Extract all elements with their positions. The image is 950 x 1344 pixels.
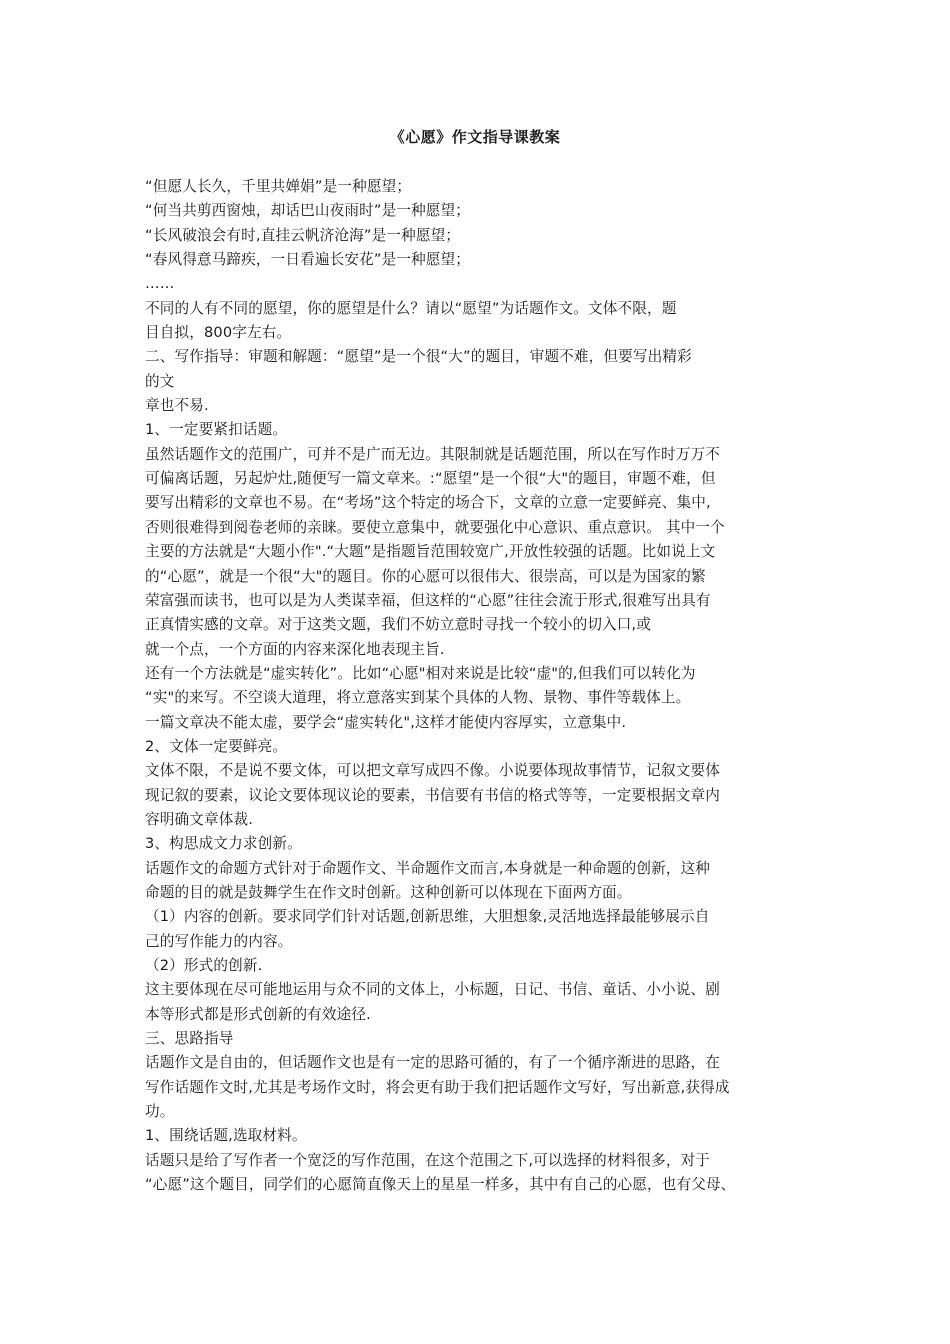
document-title: 《心愿》作文指导课教案 <box>389 128 561 146</box>
text-line: 话题只是给了写作者一个宽泛的写作范围，在这个范围之下,可以选择的材料很多，对于 <box>145 1151 711 1169</box>
text-line: 三、思路指导 <box>145 1030 234 1048</box>
text-line: 话题作文是自由的，但话题作文也是有一定的思路可循的，有了一个循序渐进的思路，在 <box>145 1054 721 1072</box>
text-line: 1、一定要紧扣话题。 <box>145 421 288 439</box>
text-line: “心愿”这个题目，同学们的心愿简直像天上的星星一样多，其中有自己的心愿，也有父母、 <box>145 1176 736 1194</box>
text-line: 否则很难得到阅卷老师的亲睐。要使立意集中，就要强化中心意识、重点意识。 其中一个 <box>145 518 725 536</box>
text-line: 正真情实感的文章。对于这类文题，我们不妨立意时寻找一个较小的切入口,或 <box>145 616 652 634</box>
text-line: （2）形式的创新. <box>145 957 263 974</box>
text-line: 一篇文章决不能太虚，要学会“虚实转化",这样才能使内容厚实，立意集中. <box>145 713 627 731</box>
text-line: 主要的方法就是“大题小作".“大题”是指题旨范围较宽广,开放性较强的话题。比如说上文 <box>145 543 716 561</box>
text-line: 1、围绕话题,选取材料。 <box>145 1127 307 1145</box>
document-body <box>145 175 825 1197</box>
text-line: 写作话题作文时,尤其是考场作文时，将会更有助于我们把话题作文写好，写出新意,获得成 <box>145 1078 730 1096</box>
text-line: 3、构思成文力求创新。 <box>145 835 302 853</box>
text-line: （1）内容的创新。要求同学们针对话题,创新思维，大胆想象,灵活地选择最能够展示自 <box>145 908 710 926</box>
text-line: 章也不易. <box>145 397 209 415</box>
text-line: 文体不限，不是说不要文体，可以把文章写成四不像。小说要体现故事情节，记叙文要体 <box>145 762 721 780</box>
text-line: …… <box>145 275 175 293</box>
text-line: 容明确文章体裁. <box>145 810 253 828</box>
text-line: 荣富强而读书，也可以是为人类谋幸福，但这样的“心愿”往往会流于形式,很难写出具有 <box>145 591 711 609</box>
text-line: “何当共剪西窗烛，却话巴山夜雨时”是一种愿望； <box>145 202 471 220</box>
text-line: 可偏离话题，另起炉灶,随便写一篇文章来。:“愿望”是一个很“大"的题目，审题不难，但 <box>145 470 716 488</box>
text-line: 的“心愿”，就是一个很“大"的题目。你的心愿可以很伟大、很崇高，可以是为国家的繁 <box>145 567 706 585</box>
text-line: 虽然话题作文的范围广，可并不是广而无边。其限制就是话题范围，所以在写作时万万不 <box>145 445 721 463</box>
text-line: “实"的来写。不空谈大道理，将立意落实到某个具体的人物、景物、事件等载体上。 <box>145 689 691 707</box>
text-line: 要写出精彩的文章也不易。在“考场”这个特定的场合下，文章的立意一定要鲜亮、集中, <box>145 494 711 512</box>
text-line: 目自拟，800字左右。 <box>145 324 292 342</box>
text-line: 命题的目的就是鼓舞学生在作文时创新。这种创新可以体现在下面两方面。 <box>145 883 632 901</box>
text-line: 的文 <box>145 372 175 390</box>
text-line: 2、文体一定要鲜亮。 <box>145 737 288 755</box>
text-line: 话题作文的命题方式针对于命题作文、半命题作文而言,本身就是一种命题的创新，这种 <box>145 859 711 877</box>
text-line: 还有一个方法就是“虚实转化”。比如“心愿"相对来说是比较“虚"的,但我们可以转化为 <box>145 664 696 682</box>
text-line: “长风破浪会有时,直挂云帆济沧海”是一种愿望； <box>145 226 461 244</box>
text-line: 现记叙的要素，议论文要体现议论的要素，书信要有书信的格式等等，一定要根据文章内 <box>145 786 721 804</box>
text-line: 功。 <box>145 1103 175 1121</box>
text-line: “春风得意马蹄疾，一日看遍长安花”是一种愿望； <box>145 251 471 269</box>
text-line: 不同的人有不同的愿望，你的愿望是什么？请以“愿望”为话题作文。文体不限，题 <box>145 299 677 317</box>
text-line: “但愿人长久，千里共婵娟”是一种愿望； <box>145 178 412 195</box>
text-line: 己的写作能力的内容。 <box>145 932 293 950</box>
text-line: 就一个点，一个方面的内容来深化地表现主旨. <box>145 640 445 658</box>
text-line: 二、写作指导：审题和解题：“愿望”是一个很“大”的题目，审题不难，但要写出精彩 <box>145 348 692 366</box>
text-line: 这主要体现在尽可能地运用与众不同的文体上，小标题，日记、书信、童话、小小说、剧 <box>145 981 721 999</box>
text-line: 本等形式都是形式创新的有效途径. <box>145 1005 371 1023</box>
